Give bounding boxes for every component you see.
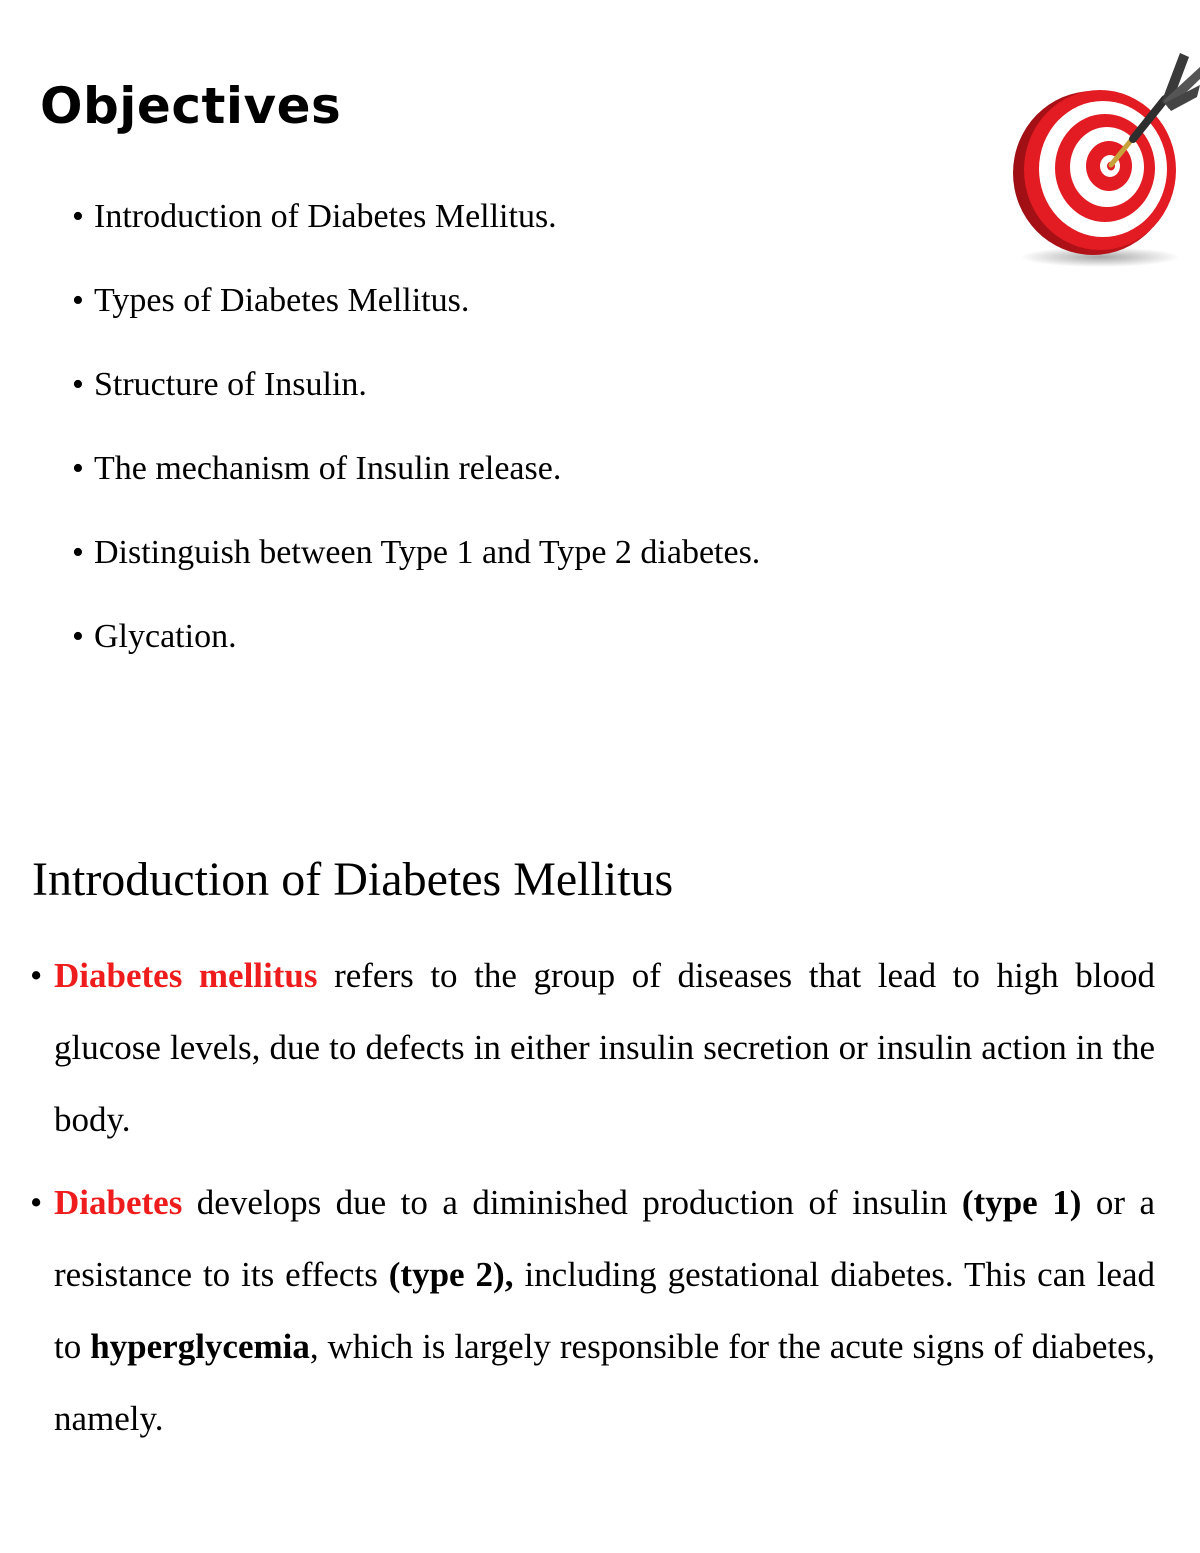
list-item [72,360,760,409]
bullet: • [72,282,84,319]
objectives-list [72,192,760,696]
objective-text: Distinguish between Type 1 and Type 2 diabetes. [94,534,761,571]
paragraph-text: including gestational diabetes. This can lead to [54,1255,1155,1366]
bullet: • [30,1183,43,1222]
list-item [72,444,760,493]
list-item [72,528,760,577]
bullet: • [72,366,84,403]
objective-text: Types of Diabetes Mellitus. [94,282,470,319]
bold-term: (type 1) [961,1183,1082,1222]
target-dart-icon [1005,45,1200,275]
paragraph-definition [30,940,1155,1156]
paragraph-text: or a resistance to its effects [54,1183,1155,1294]
paragraph-text: develops due to a diminished production of insulin [182,1183,962,1222]
paragraph-text: , which is largely responsible for the acute signs of diabetes, namely. [54,1327,1155,1438]
objective-text: Glycation. [94,618,237,655]
list-item [72,276,760,325]
bullet: • [72,198,84,235]
objective-text: Introduction of Diabetes Mellitus. [94,198,557,235]
bold-term: hyperglycemia [90,1327,310,1366]
paragraph-text: refers to the group of diseases that lead to high blood glucose levels, due to defects in either insulin secretion or insulin action in the body. [54,956,1155,1139]
bullet: • [72,618,84,655]
list-item [72,192,760,241]
bullet: • [72,534,84,571]
paragraph-development [30,1167,1155,1455]
list-item [72,612,760,661]
objective-text: Structure of Insulin. [94,366,367,403]
bold-term: (type 2), [388,1255,514,1294]
term-highlight: Diabetes [54,1183,183,1222]
objective-text: The mechanism of Insulin release. [94,450,562,487]
intro-body [30,940,1155,1466]
term-highlight: Diabetes mellitus [54,956,318,995]
intro-heading: Introduction of Diabetes Mellitus [32,853,674,906]
objectives-heading: Objectives [40,77,342,135]
bullet: • [30,956,43,995]
bullet: • [72,450,84,487]
